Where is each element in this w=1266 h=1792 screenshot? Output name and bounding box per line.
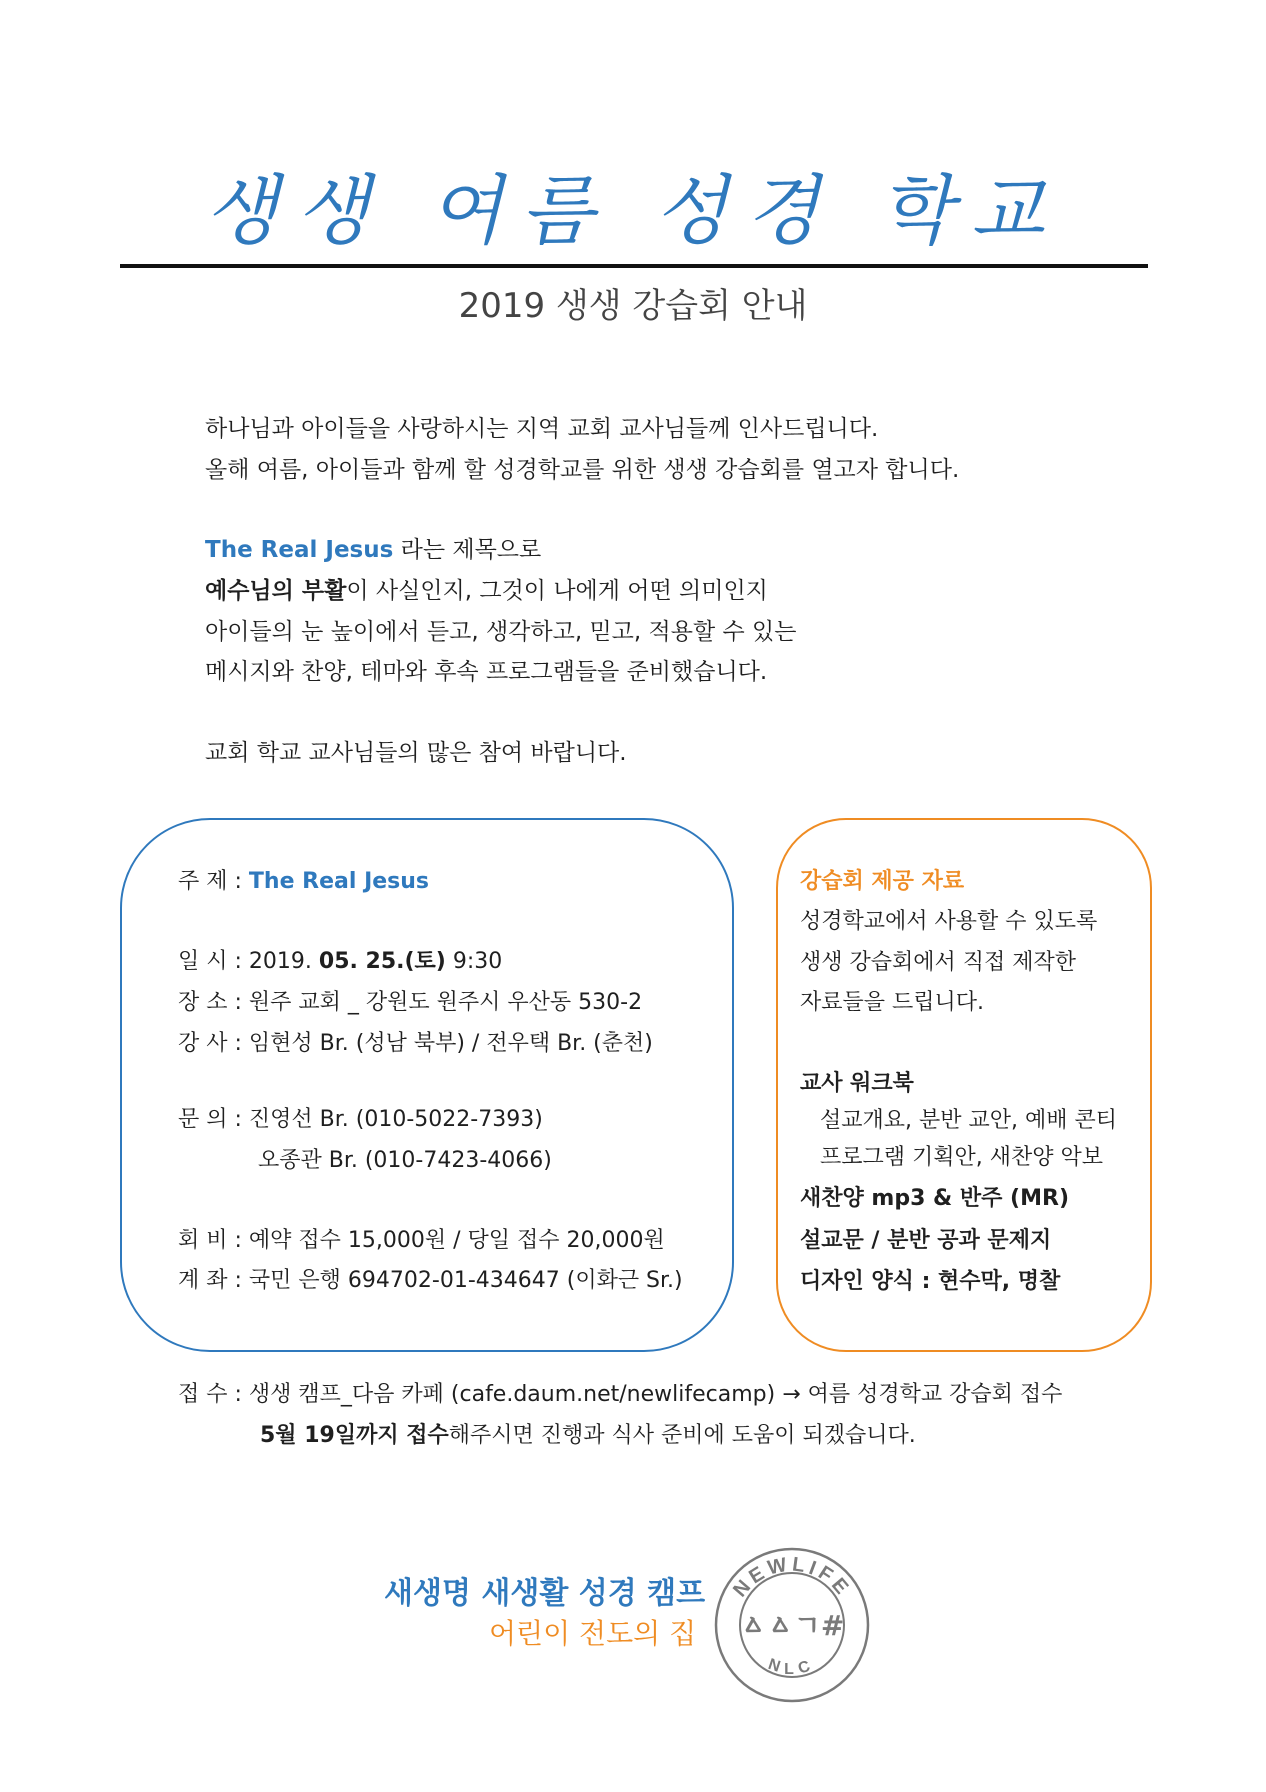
account-label: 계 좌 :: [178, 1268, 249, 1293]
intro-line-2: 올해 여름, 아이들과 함께 할 성경학교를 위한 생생 강습회를 열고자 합니다.: [205, 457, 960, 483]
deadline-bold: 5월 19일까지 접수: [260, 1423, 449, 1448]
inquiry-value-2: 오종관 Br. (010-7423-4066): [258, 1148, 552, 1173]
materials-item-4: 디자인 양식 : 현수막, 명찰: [800, 1269, 1061, 1294]
place-row: [178, 985, 642, 1016]
materials-workbook: 교사 워크북: [800, 1071, 914, 1096]
materials-heading: 강습회 제공 자료: [800, 869, 965, 894]
emblem-mark: ㅿㅿㄱ#: [739, 1609, 845, 1642]
org-subname: 어린이 전도의 집: [489, 1617, 697, 1650]
theme-value: The Real Jesus: [248, 869, 430, 894]
emblem-top-text: NEWLIFE: [729, 1553, 855, 1602]
date-label: 일 시 :: [178, 949, 249, 974]
page-subtitle: 2019 생생 강습회 안내: [458, 286, 808, 326]
speaker-label: 강 사 :: [178, 1031, 249, 1056]
theme-highlight: The Real Jesus: [205, 537, 394, 563]
fee-row: [178, 1223, 665, 1254]
speaker-value: 임현성 Br. (성남 북부) / 전우택 Br. (춘천): [248, 1031, 653, 1056]
fee-value: 예약 접수 15,000원 / 당일 접수 20,000원: [248, 1228, 665, 1253]
intro-line-7: 교회 학교 교사님들의 많은 참여 바랍니다.: [205, 740, 627, 766]
registration-row: [178, 1377, 1062, 1408]
inquiry-value-1: 진영선 Br. (010-5022-7393): [248, 1107, 543, 1132]
title-divider: [120, 264, 1148, 268]
date-pre: 2019.: [248, 949, 319, 974]
date-row: [178, 944, 502, 975]
registration-deadline: [260, 1418, 916, 1449]
date-post: 9:30: [445, 949, 503, 974]
intro-line-4: [205, 571, 768, 612]
page-title: 생생 여름 성경 학교: [204, 166, 1062, 255]
theme-row: [178, 864, 429, 895]
materials-desc-2: 생생 강습회에서 직접 제작한: [800, 950, 1077, 975]
fee-label: 회 비 :: [178, 1228, 249, 1253]
registration-value: 생생 캠프_다음 카페 (cafe.daum.net/newlifecamp) → 여름 성경학교 강습회 접수: [248, 1382, 1063, 1407]
materials-workbook-sub-1: 설교개요, 분반 교안, 예배 콘티: [820, 1108, 1117, 1133]
materials-desc-1: 성경학교에서 사용할 수 있도록: [800, 909, 1098, 934]
intro-line-3-rest: 라는 제목으로: [393, 537, 542, 563]
inquiry-label: 문 의 :: [178, 1107, 249, 1132]
registration-label: 접 수 :: [178, 1382, 249, 1407]
deadline-rest: 해주시면 진행과 식사 준비에 도움이 되겠습니다.: [448, 1423, 916, 1448]
account-row: [178, 1263, 683, 1294]
intro-line-6: 메시지와 찬양, 테마와 후속 프로그램들을 준비했습니다.: [205, 659, 768, 685]
org-name: 새생명 새생활 성경 캠프: [384, 1576, 706, 1611]
place-value: 원주 교회 _ 강원도 원주시 우산동 530-2: [248, 990, 643, 1015]
intro-line-3: [205, 530, 541, 571]
materials-item-3: 설교문 / 분반 공과 문제지: [800, 1228, 1052, 1253]
place-label: 장 소 :: [178, 990, 249, 1015]
theme-label: 주 제 :: [178, 869, 249, 894]
intro-line-4-rest: 이 사실인지, 그것이 나에게 어떤 의미인지: [346, 578, 768, 604]
materials-item-2: 새찬양 mp3 & 반주 (MR): [800, 1186, 1070, 1211]
speaker-row: [178, 1026, 653, 1057]
inquiry-row: [178, 1102, 543, 1133]
intro-line-1: 하나님과 아이들을 사랑하시는 지역 교회 교사님들께 인사드립니다.: [205, 416, 879, 442]
date-bold: 05. 25.(토): [318, 949, 446, 974]
newlife-emblem-logo: [712, 1545, 872, 1705]
intro-line-5: 아이들의 눈 높이에서 듣고, 생각하고, 믿고, 적용할 수 있는: [205, 619, 797, 645]
emblem-bottom-text: NLC: [765, 1655, 819, 1678]
resurrection-highlight: 예수님의 부활: [205, 578, 347, 604]
materials-workbook-sub-2: 프로그램 기획안, 새찬양 악보: [820, 1145, 1103, 1170]
materials-desc-3: 자료들을 드립니다.: [800, 990, 985, 1015]
account-value: 국민 은행 694702-01-434647 (이화근 Sr.): [248, 1268, 683, 1293]
